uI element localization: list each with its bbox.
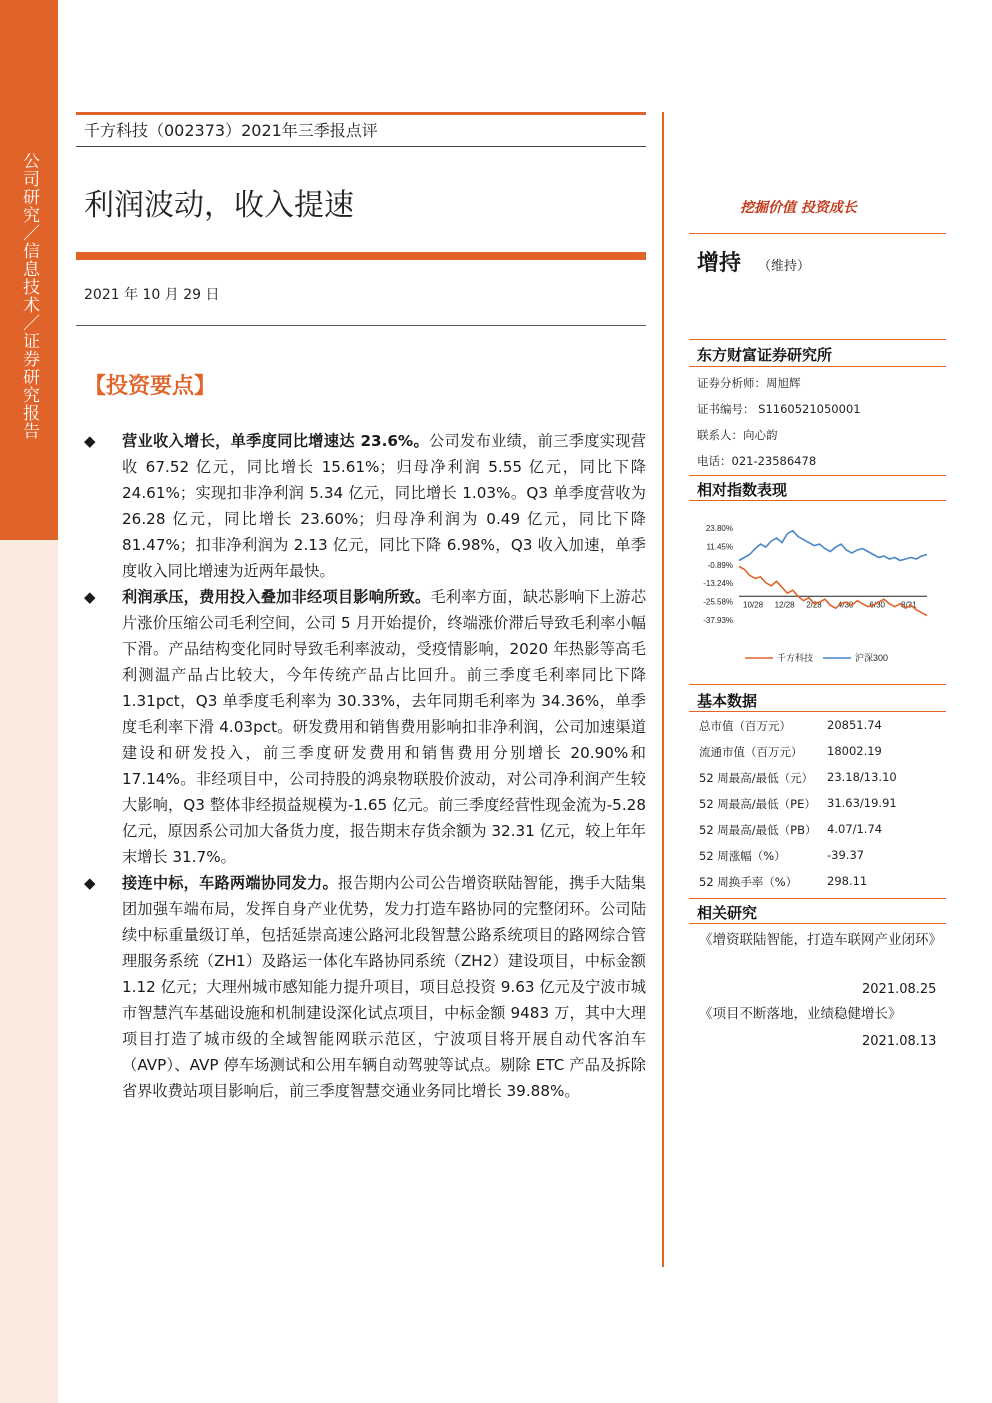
basic-data-title: 基本数据 — [697, 692, 758, 710]
institute-name: 东方财富证券研究所 — [697, 346, 833, 364]
bullet-list — [84, 428, 646, 1104]
side-band-light — [0, 540, 58, 1403]
rating: 增持 — [697, 251, 742, 276]
sidebar-category-label: 公司研究／信息技术／证券研究报告 — [19, 152, 39, 440]
contact-person: 联系人：向心韵 — [697, 428, 778, 442]
kv-value: 18002.19 — [827, 744, 882, 758]
rule — [689, 366, 946, 367]
diamond-icon: ◆ — [84, 432, 96, 450]
bullet-item — [84, 584, 646, 870]
x-tick-label: 6/30 — [869, 600, 885, 610]
chart-svg — [697, 514, 942, 674]
header-top-rule — [76, 112, 646, 115]
chart-title: 相对指数表现 — [697, 481, 788, 499]
bullet-body: 公司发布业绩，前三季度实现营收 67.52 亿元，同比增长 15.61%；归母净利润 5.55 亿元，同比下降 24.61%；实现扣非净利润 5.34 亿元，同比增长 1.03%。Q3 单季度营收为 26.28 亿元，同比增长 23.60%；归母净利润为 0.49 亿元，同比下降 81.47%；扣非净利润为 2.13 亿元，同比下降 6.98%，Q3 收入加速，单季度收入同比增速为近两年最快。 — [122, 432, 646, 580]
bullet-lead: 利润承压，费用投入叠加非经项目影响所致。 — [122, 588, 431, 606]
relative-index-chart — [697, 514, 942, 674]
analyst: 证券分析师：周旭辉 — [697, 376, 801, 390]
diamond-icon: ◆ — [84, 588, 96, 606]
y-tick-label: -0.89% — [707, 560, 733, 570]
y-tick-label: -13.24% — [703, 579, 733, 589]
x-tick-label: 10/28 — [743, 600, 764, 610]
rule — [689, 233, 946, 234]
kv-label: 52 周最高/最低（PB） — [699, 823, 817, 837]
bullet-body: 报告期内公司公告增资联陆智能，携手大陆集团加强车端布局，发挥自身产业优势，发力打造车路协同的完整闭环。公司陆续中标重量级订单，包括延崇高速公路河北段智慧公路系统项目的路网综合管理服务系统（ZH1）及路运一体化车路协同系统（ZH2）建设项目，中标金额 1.12 亿元；大理州城市感知能力提升项目，项目总投资 9.63 亿元及宁波市城市智慧汽车基础设施和机制建设深化试点项目，中标金额 9483 万，其中大理项目打造了城市级的全域智能网联示范区，宁波项目将开展自动代客泊车（AVP）、AVP 停车场测试和公用车辆自动驾驶等试点。剔除 ETC 产品及拆除省界收费站项目影响后，前三季度智慧交通业务同比增长 39.88%。 — [122, 874, 647, 1100]
rating-note: （维持） — [758, 259, 811, 274]
kv-value: 298.11 — [827, 874, 868, 888]
kv-value: 4.07/1.74 — [827, 822, 883, 836]
related-report-link[interactable]: 《项目不断落地，业绩稳健增长》 — [699, 1006, 902, 1022]
related-research-title: 相关研究 — [697, 904, 758, 922]
series-line — [739, 531, 927, 561]
rule — [689, 684, 946, 685]
rule — [689, 339, 946, 340]
title-accent-bar — [76, 252, 646, 260]
y-tick-label: -25.58% — [703, 597, 733, 607]
y-tick-label: 23.80% — [705, 524, 733, 533]
bullet-body: 毛利率方面，缺芯影响下上游芯片涨价压缩公司毛利空间，公司 5 月开始提价，终端涨价滞后导致毛利率小幅下滑。产品结构变化同时导致毛利率波动，受疫情影响，2020 年热影等高毛利测温产品占比较大，今年传统产品占比回升。前三季度毛利率同比下降 1.31pct，Q3 单季度毛利率为 30.33%，去年同期毛利率为 34.36%，单季度毛利率下滑 4.03pct。研发费用和销售费用影响扣非净利润，公司加速渠道建设和研发投入，前三季度研发费用和销售费用分别增长 20.90%和 17.14%。非经项目中，公司持股的鸿泉物联股价波动，对公司净利润产生较大影响，Q3 整体非经损益规模为-1.65 亿元。前三季度经营性现金流为-5.28 亿元，原因系公司加大备货力度，报告期末存货余额为 32.31 亿元，较上年年末增长 31.7%。 — [122, 588, 647, 866]
x-tick-label: 8/31 — [901, 600, 917, 610]
kv-value: 23.18/13.10 — [827, 770, 897, 784]
kv-value: -39.37 — [827, 848, 865, 862]
column-divider — [662, 112, 664, 1267]
page-title: 利润波动，收入提速 — [84, 188, 354, 223]
related-report-date: 2021.08.25 — [862, 982, 937, 997]
bullet-lead: 接连中标，车路两端协同发力。 — [122, 874, 338, 892]
kv-label: 流通市值（百万元） — [699, 745, 803, 759]
report-date: 2021 年 10 月 29 日 — [84, 287, 220, 303]
kv-label: 52 周换手率（%） — [699, 875, 798, 889]
report-title: 千方科技（002373）2021年三季报点评 — [84, 121, 378, 140]
rule — [689, 711, 946, 712]
diamond-icon: ◆ — [84, 874, 96, 892]
kv-label: 52 周最高/最低（元） — [699, 771, 814, 785]
kv-value: 20851.74 — [827, 718, 882, 732]
kv-label: 52 周最高/最低（PE） — [699, 797, 816, 811]
series-line — [739, 567, 927, 616]
x-tick-label: 2/28 — [806, 600, 822, 610]
legend-label: 沪深300 — [855, 653, 889, 663]
bullet-lead: 营业收入增长，单季度同比增速达 23.6%。 — [122, 432, 430, 450]
kv-label: 总市值（百万元） — [699, 719, 791, 733]
slogan: 挖掘价值 投资成长 — [740, 200, 857, 216]
phone: 电话：021-23586478 — [697, 454, 817, 468]
bullet-item — [84, 428, 646, 584]
x-tick-label: 12/28 — [774, 600, 795, 610]
rule — [689, 500, 946, 501]
related-report-date: 2021.08.13 — [862, 1034, 937, 1049]
header-bottom-rule — [76, 146, 646, 147]
y-tick-label: -37.93% — [703, 616, 733, 625]
y-tick-label: 11.45% — [706, 542, 733, 552]
x-tick-label: 4/30 — [837, 600, 854, 610]
legend-label: 千方科技 — [777, 653, 814, 663]
kv-label: 52 周涨幅（%） — [699, 849, 786, 863]
related-report-link[interactable]: 《增资联陆智能，打造车联网产业闭环》 — [699, 932, 942, 948]
certificate-number: 证书编号： S1160521050001 — [697, 402, 861, 416]
rule — [689, 923, 946, 924]
section-heading: 【投资要点】 — [84, 374, 217, 399]
bullet-item — [84, 870, 646, 1104]
date-rule — [76, 325, 646, 326]
rule — [689, 475, 946, 476]
kv-value: 31.63/19.91 — [827, 796, 897, 810]
rule — [689, 898, 946, 899]
